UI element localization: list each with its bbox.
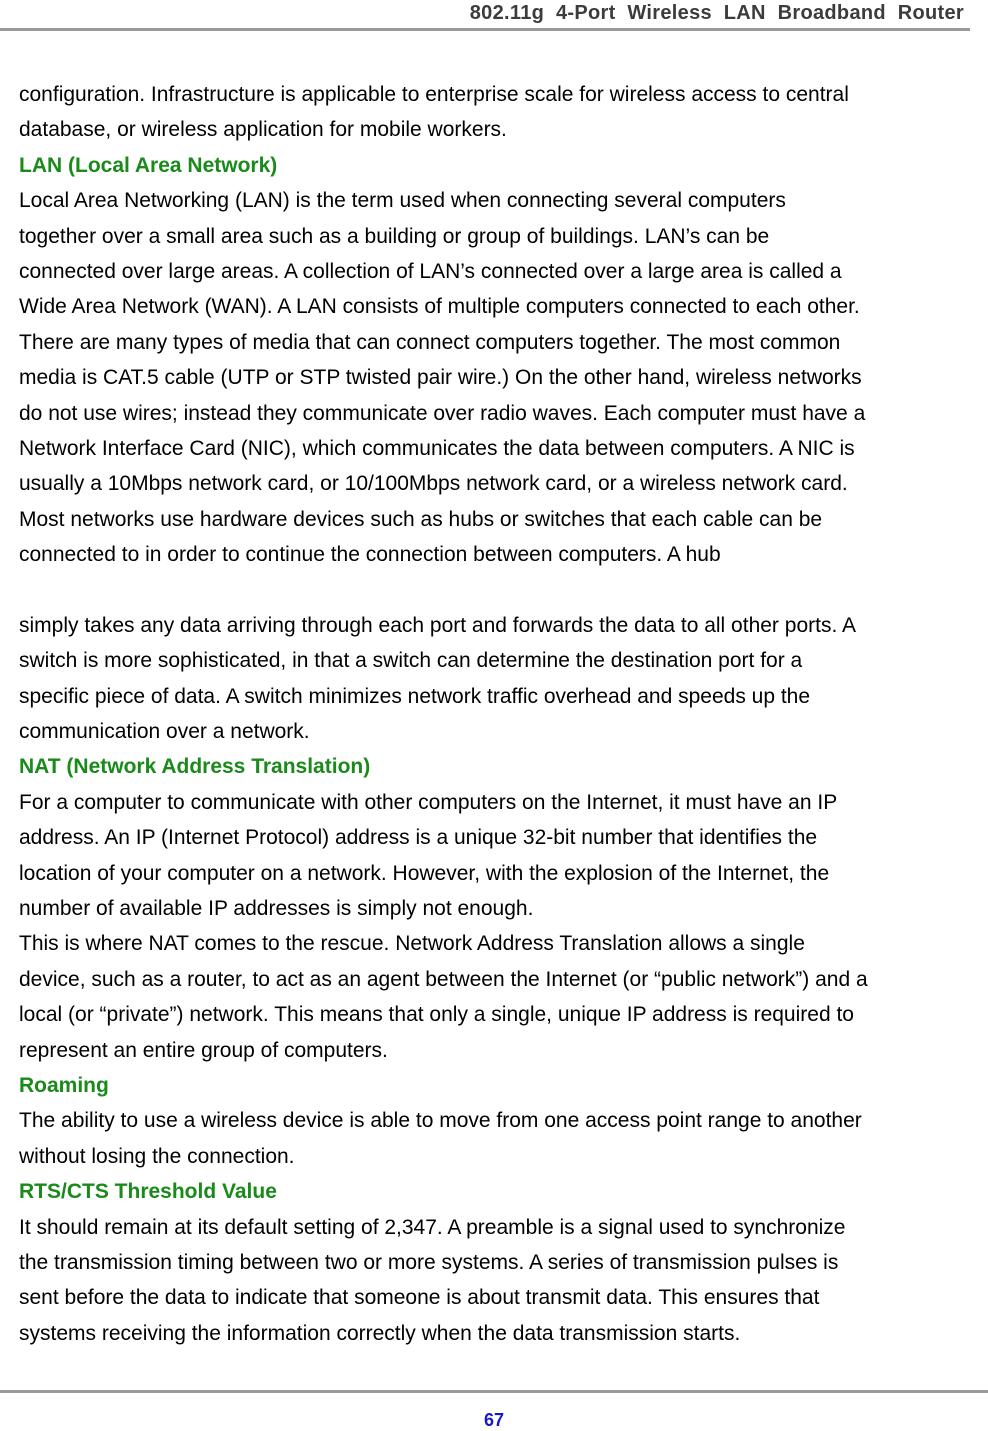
body-line: configuration. Infrastructure is applicable to enterprise scale for wireless access to central [19,83,849,106]
body-line: sent before the data to indicate that someone is about transmit data. This ensures that [19,1286,820,1310]
page-number: 67 [483,1410,505,1430]
body-line: specific piece of data. A switch minimizes network traffic overhead and speeds up the [19,684,811,708]
body-line: device, such as a router, to act as an agent between the Internet (or “public network”) and a [19,967,868,991]
body-line: location of your computer on a network. However, with the explosion of the Internet, the [19,861,830,885]
body-line: Wide Area Network (WAN). A LAN consists of multiple computers connected to each other. [19,295,860,319]
body-line: without losing the connection. [19,1144,295,1168]
body-line: It should remain at its default setting of 2,347. A preamble is a signal used to synchronize [19,1215,846,1239]
body-line: switch is more sophisticated, in that a switch can determine the destination port for a [19,649,803,673]
paragraph-gap [19,572,974,607]
body-line: media is CAT.5 cable (UTP or STP twisted pair wire.) On the other hand, wireless networks [19,366,862,390]
body-line: the transmission timing between two or more systems. A series of transmission pulses is [19,1250,839,1274]
body-line: do not use wires; instead they communicate over radio waves. Each computer must have a [19,401,866,425]
body-line: communication over a network. [19,720,310,744]
header-divider [0,28,970,31]
footer-divider [0,1390,988,1393]
body-line: systems receiving the information correctly when the data transmission starts. [19,1321,741,1345]
body-line: Network Interface Card (NIC), which communicates the data between computers. A NIC is [19,436,855,460]
body-line: Local Area Networking (LAN) is the term used when connecting several computers [19,189,786,213]
section-heading-rts-cts: RTS/CTS Threshold Value [19,1180,277,1204]
body-line: This is where NAT comes to the rescue. Network Address Translation allows a single [19,932,805,956]
document-header-title: 802.11g 4-Port Wireless LAN Broadband Router [469,2,964,24]
body-line: usually a 10Mbps network card, or 10/100Mbps network card, or a wireless network card. [19,472,848,496]
body-line: local (or “private”) network. This means that only a single, unique IP address is required to [19,1003,854,1027]
body-line: There are many types of media that can connect computers together. The most common [19,330,841,354]
body-line: simply takes any data arriving through each port and forwards the data to all other ports. A [19,613,856,637]
body-line: The ability to use a wireless device is able to move from one access point range to another [19,1109,862,1133]
body-line: database, or wireless application for mobile workers. [19,118,507,142]
section-heading-roaming: Roaming [19,1073,109,1097]
section-heading-lan: LAN (Local Area Network) [19,153,278,177]
body-line: together over a small area such as a building or group of buildings. LAN’s can be [19,224,770,248]
body-line: connected over large areas. A collection of LAN’s connected over a large area is called a [19,259,842,283]
body-line: For a computer to communicate with other computers on the Internet, it must have an IP [19,790,838,814]
body-line: represent an entire group of computers. [19,1038,388,1062]
body-line: connected to in order to continue the connection between computers. A hub [19,543,721,567]
body-line: number of available IP addresses is simply not enough. [19,896,534,920]
page-content [19,77,974,1351]
section-heading-nat: NAT (Network Address Translation) [19,755,371,779]
body-line: address. An IP (Internet Protocol) address is a unique 32-bit number that identifies the [19,826,818,850]
body-line: Most networks use hardware devices such as hubs or switches that each cable can be [19,507,823,531]
